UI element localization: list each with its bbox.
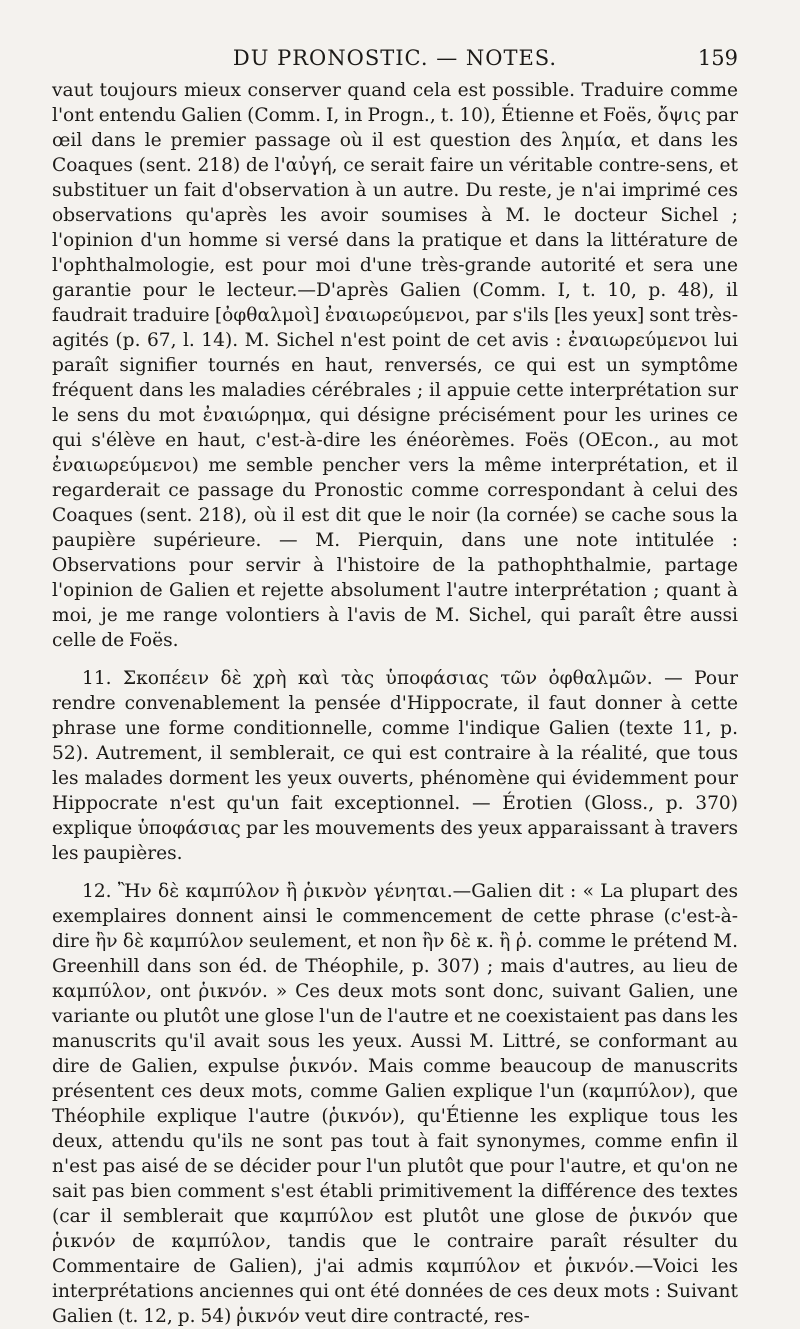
notes-body: [52, 78, 738, 1329]
note-12: 12. Ἢν δὲ καμπύλον ἢ ῥικνὸν γένηται.—Galien dit : « La plupart des exemplaires donnent ainsi le commencement de cette phrase (c'est-à-dire ἢν δὲ καμπύλον seulement, et non ἢν δὲ κ. ἢ ῥ. comme le prétend M. Greenhill dans son éd. de Théophile, p. 307) ; mais d'autres, au lieu de καμπύλον, ont ῥικνόν. » Ces deux mots sont donc, suivant Galien, une variante ou plutôt une glose l'un de l'autre et ne coexistaient pas dans les manuscrits qu'il avait sous les yeux. Aussi M. Littré, se conformant au dire de Galien, expulse ῥικνόν. Mais comme beaucoup de manuscrits présentent ces deux mots, comme Galien explique l'un (καμπύλον), que Théophile explique l'autre (ῥικνόν), qu'Étienne les explique tous les deux, attendu qu'ils ne sont pas tout à fait synonymes, comme enfin il n'est pas aisé de se décider pour l'un plutôt que pour l'autre, et qu'on ne sait pas bien comment s'est établi primitivement la différence des textes (car il semblerait que καμπύλον est plutôt une glose de ῥικνόν que ῥικνόν de καμπύλον, tandis que le contraire paraît résulter du Commentaire de Galien), j'ai admis καμπύλον et ῥικνόν.—Voici les interprétations anciennes qui ont été données de ces deux mots : Suivant Galien (t. 12, p. 54) ῥικνόν veut dire contracté, res-: [52, 881, 738, 1327]
page-header: [52, 38, 738, 78]
note-11: 11. Σκοπέειν δὲ χρὴ καὶ τὰς ὑποφάσιας τῶν ὀφθαλμῶν. — Pour rendre convenablement la pensée d'Hippocrate, il faut donner à cette phrase une forme conditionnelle, comme l'indique Galien (texte 11, p. 52). Autrement, il semblerait, ce qui est contraire à la réalité, que tous les malades dorment les yeux ouverts, phénomène qui évidemment pour Hippocrate n'est qu'un fait exceptionnel. — Érotien (Gloss., p. 370) explique ὑποφάσιας par les mouvements des yeux apparaissant à travers les paupières.: [52, 668, 738, 864]
paragraph-continuation: vaut toujours mieux conserver quand cela est possible. Traduire comme l'ont entendu Galien (Comm. I, in Progn., t. 10), Étienne et Foës, ὄψις par œil dans le premier passage où il est question des λημία, et dans les Coaques (sent. 218) de l'αὐγή, ce serait faire un véritable contre-sens, et substituer un fait d'observation à un autre. Du reste, je n'ai imprimé ces observations qu'après les avoir soumises à M. le docteur Sichel ; l'opinion d'un homme si versé dans la pratique et dans la littérature de l'ophthalmologie, est pour moi d'une très-grande autorité et sera une garantie pour le lecteur.—D'après Galien (Comm. I, t. 10, p. 48), il faudrait traduire [ὀφθαλμοὶ] ἐναιωρεύμενοι, par s'ils [les yeux] sont très-agités (p. 67, l. 14). M. Sichel n'est point de cet avis : ἐναιωρεύμενοι lui paraît signifier tournés en haut, renversés, ce qui est un symptôme fréquent dans les maladies cérébrales ; il appuie cette interprétation sur le sens du mot ἐναιώρημα, qui désigne précisément pour les urines ce qui s'élève en haut, c'est-à-dire les énéorèmes. Foës (OEcon., au mot ἐναιωρεύμενοι) me semble pencher vers la même interprétation, et il regarderait ce passage du Pronostic comme correspondant à celui des Coaques (sent. 218), où il est dit que le noir (la cornée) se cache sous la paupière supérieure. — M. Pierquin, dans une note intitulée : Observations pour servir à l'histoire de la pathophthalmie, partage l'opinion de Galien et rejette absolument l'autre interprétation ; quant à moi, je me range volontiers à l'avis de M. Sichel, qui paraît être aussi celle de Foës.: [52, 80, 738, 651]
page-number: 159: [697, 46, 738, 70]
running-head: DU PRONOSTIC. — NOTES.: [232, 46, 558, 70]
